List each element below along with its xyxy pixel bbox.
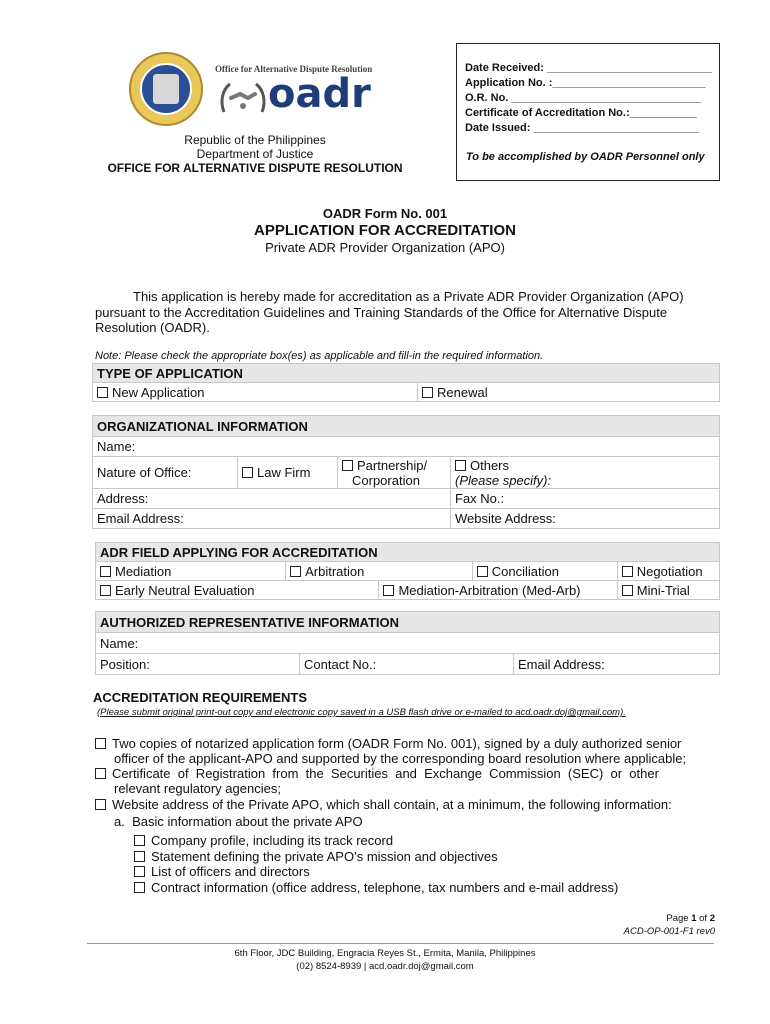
doj-seal (129, 52, 203, 126)
requirement-2[interactable]: Certificate of Registration from the Securities and Exchange Commission (SEC) or other (95, 766, 659, 781)
requirement-3a-1[interactable]: Company profile, including its track record (134, 833, 393, 848)
checkbox[interactable] (134, 851, 145, 862)
intro-line-3: Resolution (OADR). (95, 320, 210, 335)
footer-divider (87, 943, 714, 944)
checkbox[interactable] (422, 387, 433, 398)
handshake-laurel-icon (218, 76, 268, 116)
requirement-2-cont: relevant regulatory agencies; (114, 781, 281, 796)
mini-trial-option[interactable]: Mini-Trial (617, 581, 719, 600)
header-department: Department of Justice (196, 147, 314, 161)
rep-heading: AUTHORIZED REPRESENTATIVE INFORMATION (96, 612, 720, 633)
requirement-3a-4[interactable]: Contract information (office address, telephone, tax numbers and e-mail address) (134, 880, 618, 895)
rep-position-field[interactable]: Position: (96, 654, 300, 675)
adr-heading: ADR FIELD APPLYING FOR ACCREDITATION (96, 543, 720, 562)
requirements-subnote: (Please submit original print-out copy and electronic copy saved in a USB flash drive or e-mailed to acd.oadr.doj@gmail.com). (97, 707, 626, 718)
requirement-3[interactable]: Website address of the Private APO, which shall contain, at a minimum, the following information: (95, 797, 672, 812)
footer-contact: (02) 8524-8939 | acd.oadr.doj@gmail.com (296, 961, 474, 972)
requirement-1-cont: officer of the applicant-APO and supported by the corresponding board resolution where applicable; (114, 751, 687, 766)
form-note: Note: Please check the appropriate box(es) as applicable and fill-in the required information. (95, 350, 544, 362)
checkbox[interactable] (134, 866, 145, 877)
checkbox[interactable] (100, 585, 111, 596)
footer-address: 6th Floor, JDC Building, Engracia Reyes St., Ermita, Manila, Philippines (234, 948, 536, 959)
rep-name-field[interactable]: Name: (96, 633, 720, 654)
checkbox[interactable] (95, 799, 106, 810)
negotiation-option[interactable]: Negotiation (617, 562, 719, 581)
type-heading: TYPE OF APPLICATION (93, 364, 720, 383)
seal-core (153, 74, 179, 104)
arbitration-option[interactable]: Arbitration (286, 562, 473, 581)
checkbox[interactable] (95, 738, 106, 749)
oadr-office-name: Office for Alternative Dispute Resolution (215, 64, 373, 74)
date-received-field[interactable]: Date Received: ___________________________ (465, 62, 713, 74)
form-code: ACD-OP-001-F1 rev0 (623, 926, 715, 937)
organizational-info-table (92, 415, 720, 529)
seal-inner (140, 63, 192, 115)
form-title: APPLICATION FOR ACCREDITATION (254, 222, 516, 239)
checkbox[interactable] (622, 566, 633, 577)
checkbox[interactable] (383, 585, 394, 596)
email-field[interactable]: Email Address: (93, 509, 451, 529)
or-no-field[interactable]: O.R. No. _______________________________ (465, 92, 702, 104)
form-number: OADR Form No. 001 (322, 206, 448, 221)
intro-line-1: This application is hereby made for accreditation as a Private ADR Provider Organization (APO) (133, 289, 684, 304)
oadr-logo-word: oadr (268, 71, 371, 117)
checkbox[interactable] (100, 566, 111, 577)
requirement-3a: a. Basic information about the private APO (114, 814, 363, 829)
representative-table (95, 611, 720, 675)
application-no-field[interactable]: Application No. :_________________________ (465, 77, 706, 89)
ene-option[interactable]: Early Neutral Evaluation (96, 581, 379, 600)
checkbox[interactable] (342, 460, 353, 471)
address-field[interactable]: Address: (93, 489, 451, 509)
requirements-heading: ACCREDITATION REQUIREMENTS (93, 690, 308, 705)
checkbox[interactable] (134, 835, 145, 846)
type-of-application-table (92, 363, 720, 402)
law-firm-option[interactable]: Law Firm (238, 457, 338, 489)
requirement-1[interactable]: Two copies of notarized application form (OADR Form No. 001), signed by a duly authorized senior (95, 736, 681, 751)
renewal-option[interactable]: Renewal (418, 383, 720, 402)
page-indicator: Page 1 of 2 (666, 913, 715, 924)
checkbox[interactable] (95, 768, 106, 779)
partnership-option[interactable]: Partnership/ Corporation (338, 457, 451, 489)
intro-line-2: pursuant to the Accreditation Guidelines and Training Standards of the Office for Alternative Dispute (95, 305, 668, 320)
checkbox[interactable] (290, 566, 301, 577)
conciliation-option[interactable]: Conciliation (472, 562, 617, 581)
requirement-3a-2[interactable]: Statement defining the private APO’s mission and objectives (134, 849, 498, 864)
header-office: OFFICE FOR ALTERNATIVE DISPUTE RESOLUTION (107, 161, 403, 175)
checkbox[interactable] (134, 882, 145, 893)
checkbox[interactable] (97, 387, 108, 398)
org-name-field[interactable]: Name: (93, 437, 720, 457)
fax-field[interactable]: Fax No.: (451, 489, 720, 509)
org-heading: ORGANIZATIONAL INFORMATION (93, 416, 720, 437)
requirement-3a-3[interactable]: List of officers and directors (134, 864, 310, 879)
certificate-no-field[interactable]: Certificate of Accreditation No.:___________ (465, 107, 697, 119)
checkbox[interactable] (622, 585, 633, 596)
rep-contact-field[interactable]: Contact No.: (300, 654, 514, 675)
med-arb-option[interactable]: Mediation-Arbitration (Med-Arb) (379, 581, 617, 600)
website-field[interactable]: Website Address: (451, 509, 720, 529)
personnel-note: To be accomplished by OADR Personnel only (466, 151, 705, 163)
others-option[interactable]: Others (Please specify): (451, 457, 720, 489)
new-application-option[interactable]: New Application (93, 383, 418, 402)
checkbox[interactable] (477, 566, 488, 577)
header-republic: Republic of the Philippines (184, 133, 326, 147)
mediation-option[interactable]: Mediation (96, 562, 286, 581)
adr-field-table (95, 542, 720, 600)
form-subtitle: Private ADR Provider Organization (APO) (265, 240, 505, 255)
checkbox[interactable] (242, 467, 253, 478)
rep-email-field[interactable]: Email Address: (514, 654, 720, 675)
nature-of-office-label: Nature of Office: (93, 457, 238, 489)
date-issued-field[interactable]: Date Issued: ___________________________ (465, 122, 699, 134)
checkbox[interactable] (455, 460, 466, 471)
